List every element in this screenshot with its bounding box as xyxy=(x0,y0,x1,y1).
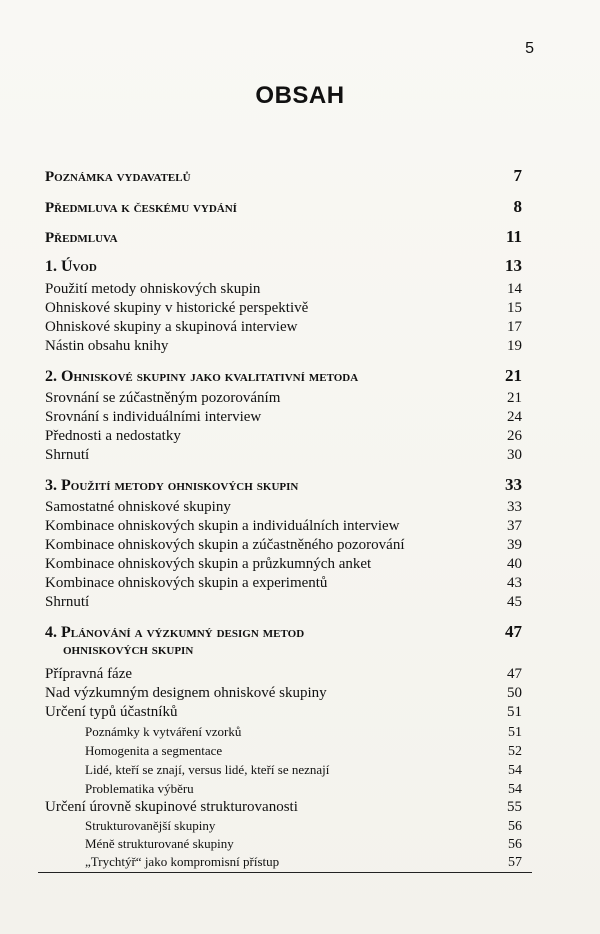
toc-entry-label: Použití metody ohniskových skupin xyxy=(45,281,261,297)
toc-subentry xyxy=(85,818,522,835)
toc-subentry xyxy=(85,854,522,871)
toc-subentry xyxy=(85,743,522,760)
toc-entry-label: Kombinace ohniskových skupin a experimentů xyxy=(45,575,328,591)
toc-entry-page: 8 xyxy=(513,197,522,216)
toc-chapter-title: 2. Ohniskové skupiny jako kvalitativní metoda xyxy=(45,368,359,385)
toc-entry-page: 56 xyxy=(508,819,522,834)
toc-entry xyxy=(45,409,522,426)
toc-entry-page: 15 xyxy=(507,300,522,316)
toc-entry-label: Kombinace ohniskových skupin a průzkumných anket xyxy=(45,556,372,572)
toc-subentry xyxy=(85,836,522,853)
toc-entry xyxy=(45,518,522,535)
toc-entry xyxy=(45,556,522,573)
toc-entry-page: 57 xyxy=(508,855,522,870)
toc-entry-label: Nad výzkumným designem ohniskové skupiny xyxy=(45,685,327,701)
toc-subentry xyxy=(85,724,522,741)
toc-entry-page: 21 xyxy=(507,390,522,406)
toc-entry-label: Kombinace ohniskových skupin a individuálních interview xyxy=(45,518,400,534)
toc-entry xyxy=(45,594,522,611)
toc-entry-label: Srovnání se zúčastněným pozorováním xyxy=(45,390,281,406)
toc-entry-page: 51 xyxy=(508,725,522,740)
toc-chapter-title: 3. Použití metody ohniskových skupin xyxy=(45,477,299,494)
toc-chapter-title-continued: ohniskových skupin xyxy=(63,642,194,658)
toc-entry-label: Nástin obsahu knihy xyxy=(45,338,169,354)
toc-entry-page: 52 xyxy=(508,744,522,759)
toc-entry-page: 51 xyxy=(507,704,522,720)
toc-entry xyxy=(45,281,522,298)
toc-entry xyxy=(45,338,522,355)
toc-entry-front-1 xyxy=(45,166,522,186)
toc-entry-label: Strukturovanější skupiny xyxy=(85,818,216,833)
toc-entry xyxy=(45,799,522,816)
toc-chapter-page: 13 xyxy=(505,256,522,275)
page-number: 5 xyxy=(525,40,534,57)
toc-chapter-4 xyxy=(45,622,522,642)
toc-entry xyxy=(45,575,522,592)
toc-entry-page: 55 xyxy=(507,799,522,815)
toc-entry-page: 43 xyxy=(507,575,522,591)
toc-entry-page: 47 xyxy=(507,666,522,682)
toc-entry-label: Problematika výběru xyxy=(85,781,194,796)
toc-entry-front-2 xyxy=(45,197,522,217)
toc-entry-page: 40 xyxy=(507,556,522,572)
toc-entry xyxy=(45,390,522,407)
toc-entry-label: Ohniskové skupiny v historické perspektivě xyxy=(45,300,309,316)
toc-entry-page: 56 xyxy=(508,837,522,852)
toc-chapter-page: 21 xyxy=(505,366,522,385)
toc-subentry xyxy=(85,762,522,779)
toc-entry-page: 11 xyxy=(505,227,522,246)
toc-entry xyxy=(45,537,522,554)
toc-entry-page: 54 xyxy=(508,763,522,778)
page-title: OBSAH xyxy=(255,82,345,109)
toc-entry xyxy=(45,685,522,702)
toc-chapter-page: 33 xyxy=(505,475,522,494)
toc-entry-page: 24 xyxy=(507,409,522,425)
toc-entry-label: Kombinace ohniskových skupin a zúčastněného pozorování xyxy=(45,537,405,553)
toc-entry-page: 37 xyxy=(507,518,522,534)
toc-entry-page: 39 xyxy=(507,537,522,553)
toc-entry-label: Předmluva k českému vydání xyxy=(45,200,237,216)
toc-entry-label: Určení typů účastníků xyxy=(45,704,178,720)
toc-entry xyxy=(45,666,522,683)
toc-entry-page: 14 xyxy=(507,281,522,297)
toc-entry xyxy=(45,319,522,336)
toc-entry-page: 19 xyxy=(507,338,522,354)
toc-entry xyxy=(45,447,522,464)
toc-entry-page: 50 xyxy=(507,685,522,701)
toc-entry-front-3 xyxy=(45,227,522,247)
toc-entry-label: Shrnutí xyxy=(45,447,90,463)
toc-entry xyxy=(45,704,522,721)
toc-entry-label: Shrnutí xyxy=(45,594,90,610)
toc-subentry xyxy=(85,781,522,798)
toc-entry-page: 54 xyxy=(508,782,522,797)
toc-entry-label: Ohniskové skupiny a skupinová interview xyxy=(45,319,298,335)
toc-entry-page: 30 xyxy=(507,447,522,463)
toc-chapter-3 xyxy=(45,475,522,495)
toc-entry-label: Určení úrovně skupinové strukturovanosti xyxy=(45,799,298,815)
toc-entry-page: 26 xyxy=(507,428,522,444)
toc-entry xyxy=(45,428,522,445)
toc-entry-label: Přednosti a nedostatky xyxy=(45,428,181,444)
toc-chapter-1 xyxy=(45,256,522,276)
toc-entry-label: Srovnání s individuálními interview xyxy=(45,409,262,425)
toc-entry-label: Samostatné ohniskové skupiny xyxy=(45,499,231,515)
toc-entry-label: Lidé, kteří se znají, versus lidé, kteří se neznají xyxy=(85,762,330,777)
toc-entry-page: 45 xyxy=(507,594,522,610)
toc-entry-page: 17 xyxy=(507,319,522,335)
toc-entry-label: „Trychtýř“ jako kompromisní přístup xyxy=(85,854,280,869)
toc-entry-label: Homogenita a segmentace xyxy=(85,743,223,758)
toc-entry-label: Poznámky k vytváření vzorků xyxy=(85,724,242,739)
toc-chapter-title: 1. Úvod xyxy=(45,258,97,275)
toc-entry-page: 33 xyxy=(507,499,522,515)
toc-entry-label: Předmluva xyxy=(45,230,118,246)
toc-chapter-title: 4. Plánování a výzkumný design metod xyxy=(45,624,305,641)
toc-entry-page: 7 xyxy=(513,166,522,185)
toc-entry xyxy=(45,300,522,317)
bottom-rule xyxy=(38,872,532,873)
toc-chapter-2 xyxy=(45,366,522,386)
toc-entry-label: Přípravná fáze xyxy=(45,666,133,682)
toc-entry xyxy=(45,499,522,516)
toc-entry-label: Poznámka vydavatelů xyxy=(45,169,191,185)
toc-chapter-page: 47 xyxy=(505,622,522,641)
toc-entry-label: Méně strukturované skupiny xyxy=(85,836,234,851)
